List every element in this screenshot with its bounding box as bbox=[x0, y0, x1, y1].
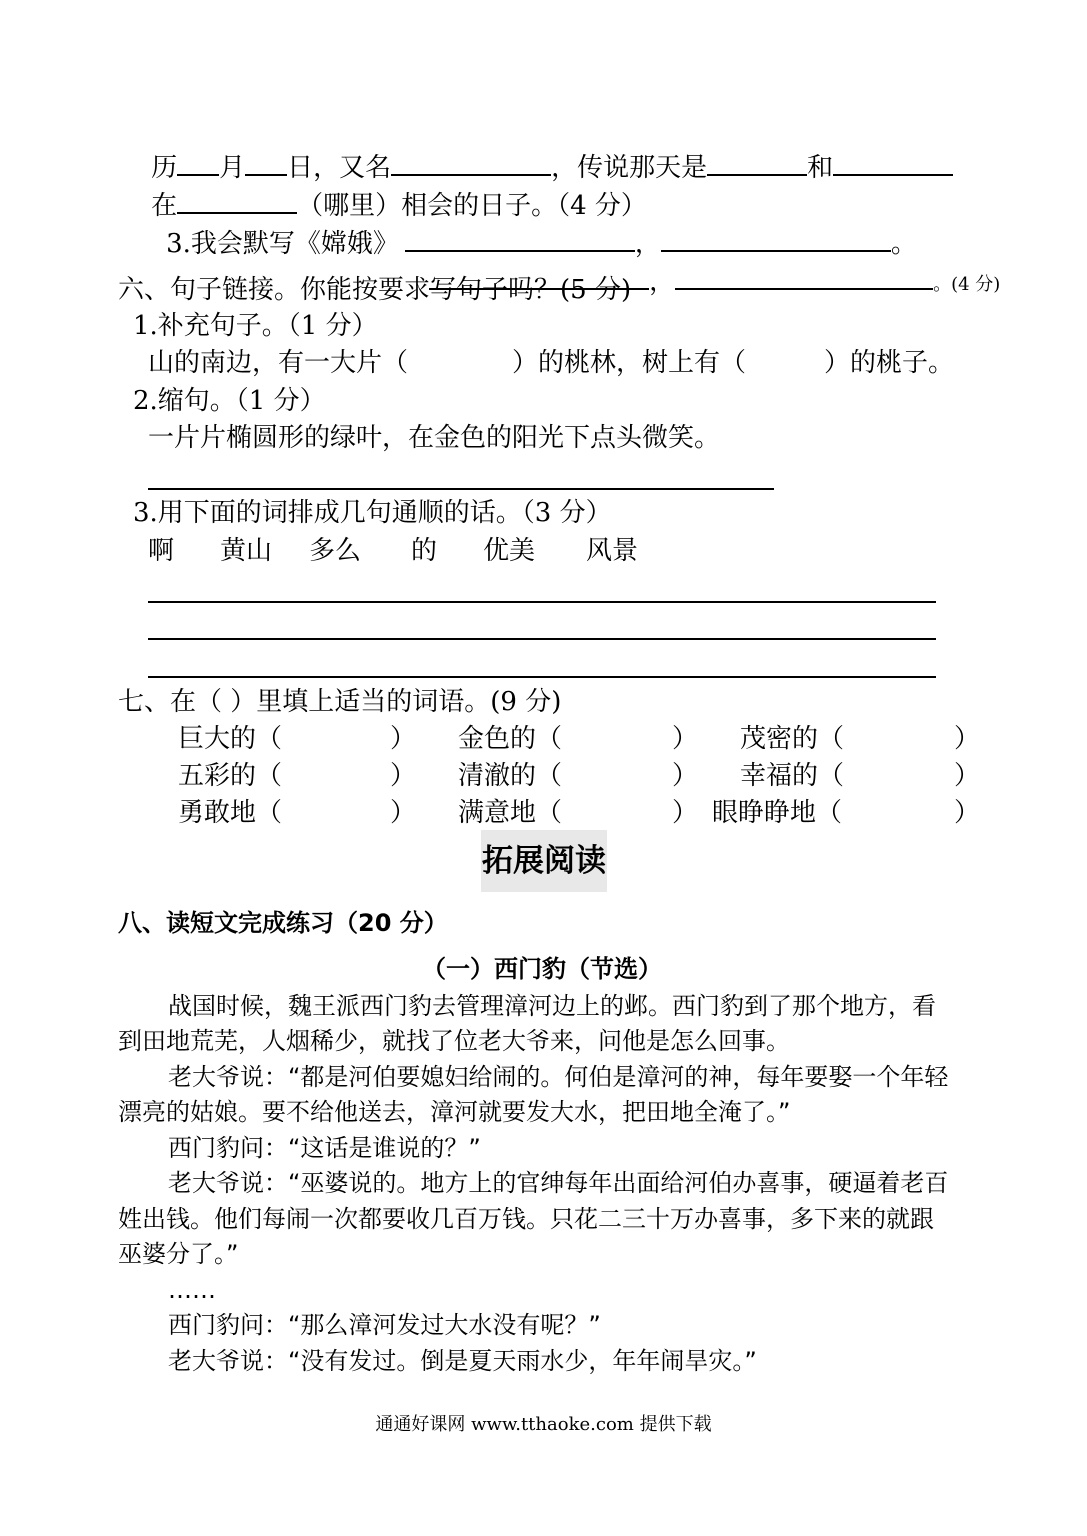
blank-person-a[interactable] bbox=[707, 152, 807, 176]
q6-1-sentence: 山的南边，有一大片（ ）的桃林，树上有（ ）的桃子。 bbox=[148, 348, 955, 378]
fill-2-1: 满意地（ bbox=[458, 798, 563, 828]
fill-1-1: 清澈的（ bbox=[458, 761, 563, 791]
passage-line-9: 西门豹问：“那么漳河发过大水没有呢？” bbox=[168, 1311, 601, 1339]
section-8-title: 八、读短文完成练习（20 分） bbox=[118, 909, 448, 937]
word-2: 黄山 bbox=[220, 536, 273, 566]
close-2-2: ） bbox=[954, 798, 981, 828]
fill-2-0: 勇敢地（ bbox=[178, 798, 283, 828]
passage-line-10: 老大爷说：“没有发过。倒是夏天雨水少，年年闹旱灾。” bbox=[168, 1347, 757, 1375]
text-yue: 月 bbox=[219, 153, 246, 183]
blank-poem-4[interactable] bbox=[675, 266, 933, 290]
extended-reading-heading: 拓展阅读 bbox=[481, 830, 607, 892]
close-2-0: ） bbox=[390, 798, 417, 828]
answer-line-3[interactable] bbox=[148, 676, 936, 678]
passage-line-5: 西门豹问：“这话是谁说的？” bbox=[168, 1134, 481, 1162]
fill-0-0: 巨大的（ bbox=[178, 724, 283, 754]
q6-1-label: 1.补充句子。（1 分） bbox=[133, 311, 378, 341]
q6-3-label: 3.用下面的词排成几句通顺的话。（3 分） bbox=[133, 498, 612, 528]
footer-source: 通通好课网 www.tthaoke.com 提供下载 bbox=[375, 1414, 712, 1435]
passage-line-1: 战国时候，魏王派西门豹去管理漳河边上的邺。西门豹到了那个地方，看 bbox=[168, 992, 936, 1020]
word-3: 多么 bbox=[309, 536, 362, 566]
poem-comma-2: ， bbox=[649, 267, 676, 297]
poem-comma-1: ， bbox=[634, 229, 661, 259]
close-1-1: ） bbox=[672, 761, 699, 791]
text-ri: 日，又名 bbox=[287, 153, 392, 183]
close-0-1: ） bbox=[672, 724, 699, 754]
answer-line-shorten[interactable] bbox=[148, 488, 774, 490]
q6-2-sentence: 一片片椭圆形的绿叶，在金色的阳光下点头微笑。 bbox=[148, 423, 721, 453]
passage-line-2: 到田地荒芜，人烟稀少，就找了位老大爷来，问他是怎么回事。 bbox=[118, 1027, 790, 1055]
poem-label: 3.我会默写《嫦娥》 bbox=[166, 229, 399, 259]
section-7-title: 七、在（ ）里填上适当的词语。(9 分) bbox=[118, 687, 562, 717]
close-0-2: ） bbox=[954, 724, 981, 754]
fill-1-2: 幸福的（ bbox=[740, 761, 845, 791]
text-li: 历 bbox=[151, 153, 178, 183]
passage-line-3: 老大爷说：“都是河伯要媳妇给闹的。何伯是漳河的神，每年要娶一个年轻 bbox=[168, 1063, 949, 1091]
text-he: 和 bbox=[807, 153, 834, 183]
passage-ellipsis: …… bbox=[168, 1276, 216, 1304]
close-0-0: ） bbox=[390, 724, 417, 754]
close-2-1: ） bbox=[672, 798, 699, 828]
answer-line-2[interactable] bbox=[148, 638, 936, 640]
fill-2-2: 眼睁睁地（ bbox=[712, 798, 843, 828]
fill-0-1: 金色的（ bbox=[458, 724, 563, 754]
passage-line-8: 巫婆分了。” bbox=[118, 1240, 239, 1268]
fill-1-0: 五彩的（ bbox=[178, 761, 283, 791]
text-meeting: （哪里）相会的日子。（4 分） bbox=[297, 191, 647, 221]
section-6-title: 六、句子链接。你能按要求写句子吗？(5 分) bbox=[118, 275, 632, 305]
close-1-2: ） bbox=[954, 761, 981, 791]
text-zai: 在 bbox=[151, 191, 178, 221]
word-1: 啊 bbox=[148, 536, 175, 566]
passage-line-4: 漂亮的姑娘。要不给他送去，漳河就要发大水，把田地全淹了。” bbox=[118, 1098, 791, 1126]
passage-title: （一）西门豹（节选） bbox=[422, 955, 662, 983]
fill-0-2: 茂密的（ bbox=[740, 724, 845, 754]
poem-score: 。(4 分) bbox=[933, 274, 1001, 295]
answer-line-1[interactable] bbox=[148, 601, 936, 603]
passage-line-7: 姓出钱。他们每闹一次都要收几百万钱。只花二三十万办喜事，多下来的就跟 bbox=[118, 1205, 934, 1233]
word-5: 优美 bbox=[483, 536, 536, 566]
passage-line-6: 老大爷说：“巫婆说的。地方上的官绅每年出面给河伯办喜事，硬逼着老百 bbox=[168, 1169, 949, 1197]
poem-period-1: 。 bbox=[890, 229, 917, 259]
text-legend: ，传说那天是 bbox=[551, 153, 708, 183]
q6-2-label: 2.缩句。（1 分） bbox=[133, 386, 326, 416]
word-4: 的 bbox=[411, 536, 438, 566]
close-1-0: ） bbox=[390, 761, 417, 791]
blank-person-b[interactable] bbox=[833, 152, 953, 176]
word-6: 风景 bbox=[586, 536, 639, 566]
